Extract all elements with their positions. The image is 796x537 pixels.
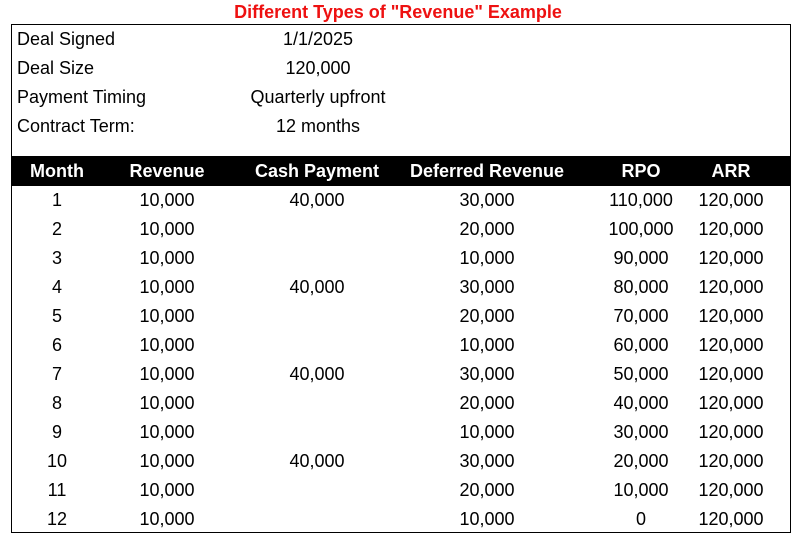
deferred-revenue-cell: 20,000 [459, 306, 515, 326]
month-cell: 12 [46, 509, 68, 529]
arr-cell: 120,000 [698, 480, 764, 500]
cash-payment-cell: 40,000 [289, 190, 345, 210]
deferred-revenue-cell: 30,000 [459, 277, 515, 297]
rpo-cell: 60,000 [613, 335, 669, 355]
info-value: Quarterly upfront [250, 87, 386, 107]
deferred-revenue-cell: 20,000 [459, 393, 515, 413]
table-row [12, 302, 790, 331]
month-cell: 2 [51, 219, 62, 239]
table-row [12, 447, 790, 476]
revenue-cell: 10,000 [139, 509, 195, 529]
month-cell: 1 [51, 190, 62, 210]
column-header-revenue: Revenue [129, 161, 205, 181]
cash-payment-cell [242, 505, 392, 534]
cash-payment-cell [242, 302, 392, 331]
table-header [12, 156, 790, 186]
column-header-month: Month [30, 161, 84, 181]
cash-payment-cell: 40,000 [289, 277, 345, 297]
table-row [12, 476, 790, 505]
deferred-revenue-cell: 10,000 [459, 335, 515, 355]
column-header-rpo: RPO [621, 161, 661, 181]
rpo-cell: 30,000 [613, 422, 669, 442]
table-row [12, 331, 790, 360]
rpo-cell: 100,000 [608, 219, 674, 239]
rpo-cell: 0 [635, 509, 646, 529]
cash-payment-cell [242, 418, 392, 447]
info-row-payment-timing [12, 83, 790, 112]
info-value: 1/1/2025 [282, 29, 354, 49]
cash-payment-cell [242, 331, 392, 360]
month-cell: 11 [47, 480, 67, 500]
revenue-cell: 10,000 [139, 364, 195, 384]
arr-cell: 120,000 [698, 451, 764, 471]
table-body [12, 186, 790, 534]
revenue-cell: 10,000 [139, 248, 195, 268]
info-row-deal-signed [12, 25, 790, 54]
table-row [12, 244, 790, 273]
arr-cell: 120,000 [698, 248, 764, 268]
deferred-revenue-cell: 10,000 [459, 248, 515, 268]
deferred-revenue-cell: 10,000 [459, 509, 515, 529]
table-row [12, 186, 790, 215]
rpo-cell: 110,000 [609, 190, 673, 210]
deferred-revenue-cell: 10,000 [459, 422, 515, 442]
revenue-cell: 10,000 [139, 190, 195, 210]
month-cell: 6 [51, 335, 62, 355]
revenue-cell: 10,000 [139, 306, 195, 326]
rpo-cell: 40,000 [613, 393, 669, 413]
cash-payment-cell [242, 244, 392, 273]
deferred-revenue-cell: 30,000 [459, 190, 515, 210]
arr-cell: 120,000 [698, 364, 764, 384]
column-header-cash-payment: Cash Payment [254, 161, 380, 181]
cash-payment-cell: 40,000 [289, 364, 345, 384]
info-label: Deal Signed [17, 29, 116, 49]
month-cell: 4 [51, 277, 62, 297]
deferred-revenue-cell: 20,000 [459, 480, 515, 500]
table-row [12, 505, 790, 534]
rpo-cell: 70,000 [613, 306, 669, 326]
deferred-revenue-cell: 30,000 [459, 364, 515, 384]
month-cell: 5 [51, 306, 62, 326]
rpo-cell: 80,000 [613, 277, 669, 297]
arr-cell: 120,000 [698, 393, 764, 413]
rpo-cell: 50,000 [613, 364, 669, 384]
month-cell: 9 [51, 422, 62, 442]
table-row [12, 418, 790, 447]
revenue-sheet [11, 24, 791, 533]
deferred-revenue-cell: 20,000 [459, 219, 515, 239]
cash-payment-cell [242, 476, 392, 505]
revenue-cell: 10,000 [139, 277, 195, 297]
cash-payment-cell: 40,000 [289, 451, 345, 471]
page-title: Different Types of "Revenue" Example [234, 2, 562, 22]
rpo-cell: 90,000 [613, 248, 669, 268]
column-header-deferred-revenue: Deferred Revenue [409, 161, 565, 181]
month-cell: 3 [51, 248, 62, 268]
arr-cell: 120,000 [698, 509, 764, 529]
revenue-cell: 10,000 [139, 335, 195, 355]
month-cell: 10 [46, 451, 68, 471]
revenue-cell: 10,000 [139, 451, 195, 471]
arr-cell: 120,000 [698, 190, 764, 210]
rpo-cell: 10,000 [613, 480, 669, 500]
revenue-cell: 10,000 [139, 219, 195, 239]
revenue-cell: 10,000 [139, 480, 195, 500]
table-row [12, 360, 790, 389]
arr-cell: 120,000 [698, 277, 764, 297]
info-value: 120,000 [285, 58, 351, 78]
month-cell: 7 [51, 364, 62, 384]
revenue-cell: 10,000 [139, 393, 195, 413]
info-row-contract-term [12, 112, 790, 141]
arr-cell: 120,000 [698, 219, 764, 239]
cash-payment-cell [242, 389, 392, 418]
arr-cell: 120,000 [698, 335, 764, 355]
info-value: 12 months [275, 116, 361, 136]
cash-payment-cell [242, 215, 392, 244]
info-label: Contract Term: [17, 116, 135, 136]
info-label: Deal Size [17, 58, 95, 78]
arr-cell: 120,000 [698, 422, 764, 442]
table-row [12, 273, 790, 302]
month-cell: 8 [51, 393, 62, 413]
deferred-revenue-cell: 30,000 [459, 451, 515, 471]
info-label: Payment Timing [17, 87, 147, 107]
table-row [12, 215, 790, 244]
table-row [12, 389, 790, 418]
column-header-arr: ARR [711, 161, 751, 181]
info-row-deal-size [12, 54, 790, 83]
revenue-cell: 10,000 [139, 422, 195, 442]
rpo-cell: 20,000 [613, 451, 669, 471]
arr-cell: 120,000 [698, 306, 764, 326]
